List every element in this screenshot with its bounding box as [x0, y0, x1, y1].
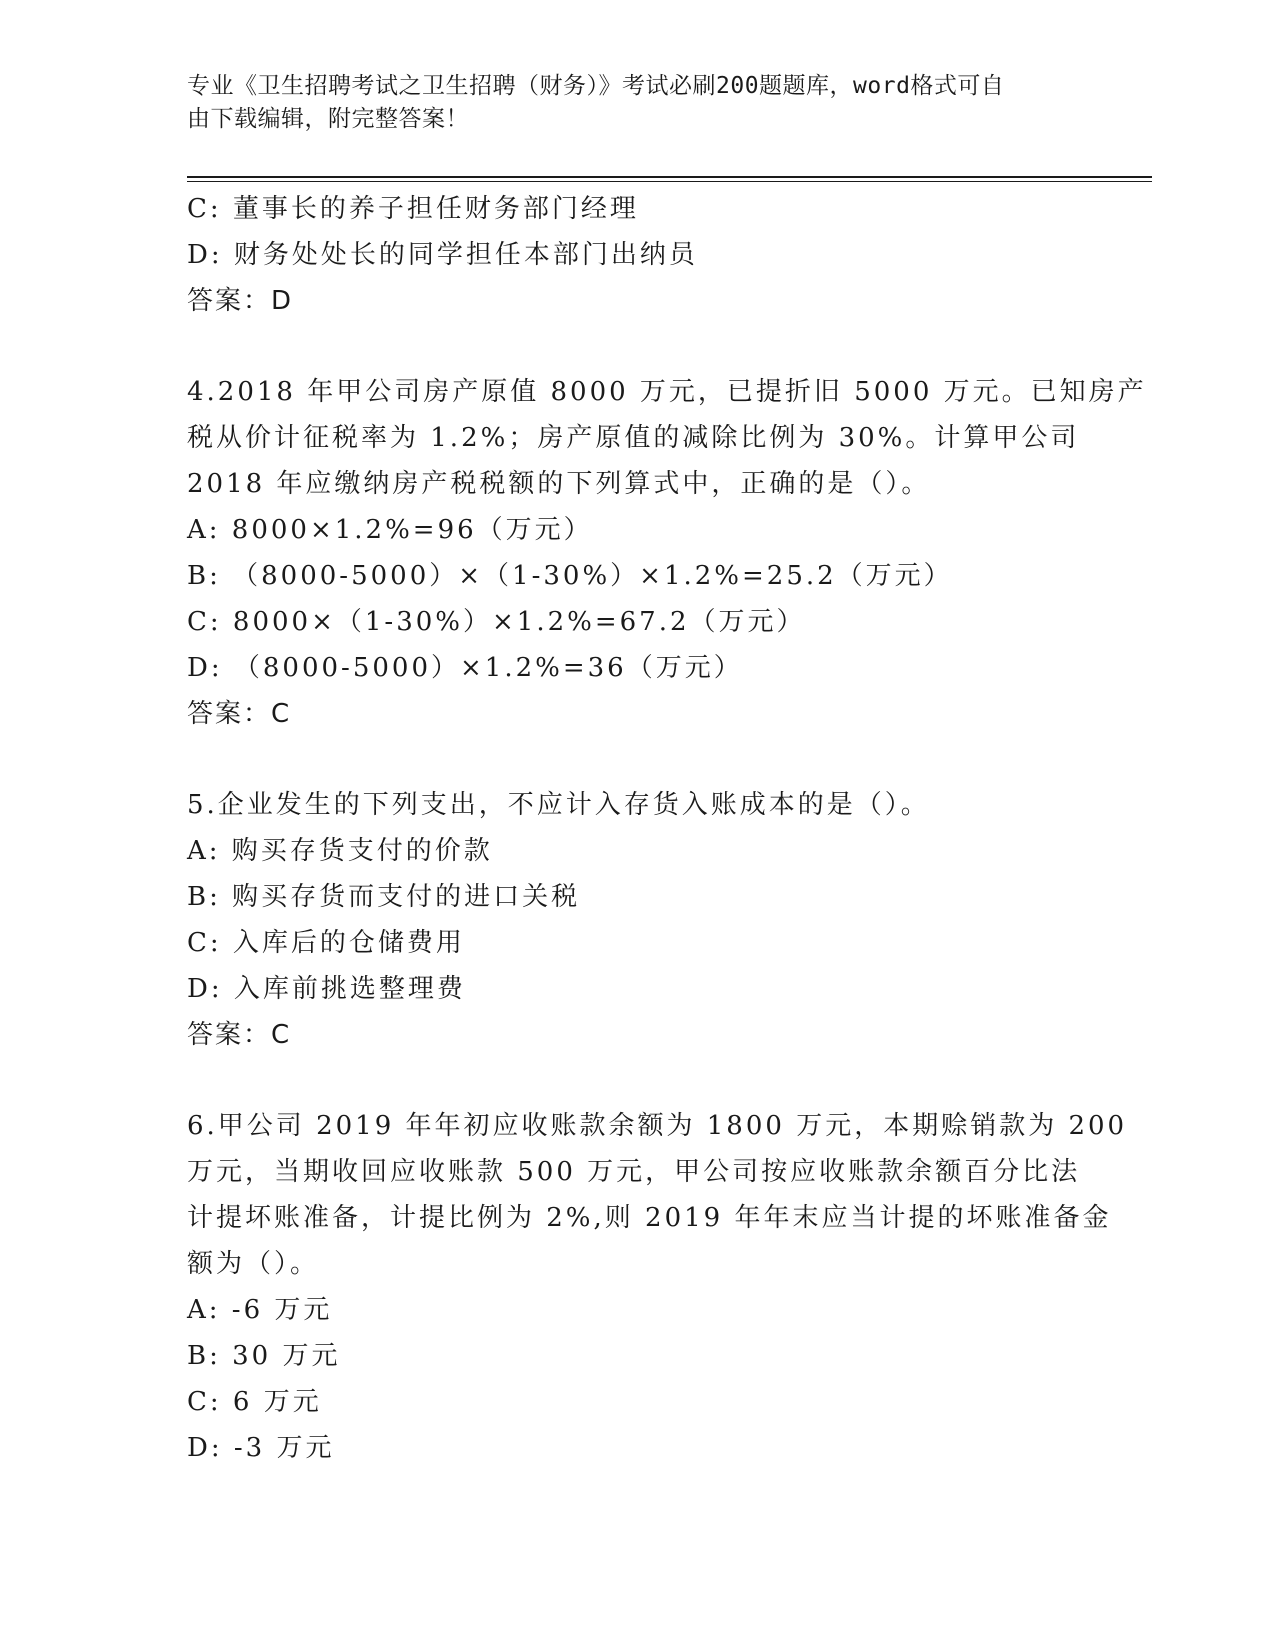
q6-stem-line-1: 6.甲公司 2019 年年初应收账款余额为 1800 万元，本期赊销款为 200: [187, 1111, 1128, 1141]
q6-option-c: C: 6 万元: [187, 1387, 322, 1417]
spacer: [187, 737, 1077, 782]
q3-option-c: C: 董事长的养子担任财务部门经理: [187, 194, 639, 224]
question-4: [187, 369, 1147, 737]
q5-option-a: A: 购买存货支付的价款: [187, 836, 493, 866]
q5-option-b: B: 购买存货而支付的进口关税: [187, 882, 581, 912]
q6-stem-line-3: 计提坏账准备，计提比例为 2%,则 2019 年年末应当计提的坏账准备金: [187, 1203, 1112, 1233]
question-content: [187, 186, 1147, 1471]
q4-option-c: C: 8000×（1-30%）×1.2%=67.2（万元）: [187, 607, 806, 637]
header-line-2: 由下载编辑，附完整答案！: [187, 106, 469, 132]
header-divider-thin: [187, 181, 1152, 182]
q5-stem: 5.企业发生的下列支出，不应计入存货入账成本的是（）。: [187, 790, 930, 820]
q4-stem-line-3: 2018 年应缴纳房产税税额的下列算式中，正确的是（）。: [187, 469, 931, 499]
header-line-1: 专业《卫生招聘考试之卫生招聘（财务）》考试必刷200题题库，word格式可自: [187, 73, 1005, 99]
q5-option-d: D: 入库前挑选整理费: [187, 974, 466, 1004]
q5-option-c: C: 入库后的仓储费用: [187, 928, 465, 958]
spacer: [187, 1058, 1077, 1103]
q5-answer: 答案：C: [187, 1020, 292, 1050]
page-header: [187, 70, 1067, 136]
q6-stem-line-4: 额为（）。: [187, 1249, 320, 1279]
q4-option-d: D: （8000-5000）×1.2%=36（万元）: [187, 653, 743, 683]
q4-stem-line-2: 税从价计征税率为 1.2%；房产原值的减除比例为 30%。计算甲公司: [187, 423, 1080, 453]
q3-option-d: D: 财务处处长的同学担任本部门出纳员: [187, 240, 698, 270]
q6-option-d: D: -3 万元: [187, 1433, 335, 1463]
q4-stem-line-1: 4.2018 年甲公司房产原值 8000 万元，已提折旧 5000 万元。已知房产: [187, 377, 1147, 407]
q4-option-b: B: （8000-5000）×（1-30%）×1.2%=25.2（万元）: [187, 561, 953, 591]
header-divider-thick: [187, 176, 1152, 178]
spacer: [187, 324, 1077, 369]
q4-option-a: A: 8000×1.2%=96（万元）: [187, 515, 593, 545]
q6-option-b: B: 30 万元: [187, 1341, 341, 1371]
q6-stem-line-2: 万元，当期收回应收账款 500 万元，甲公司按应收账款余额百分比法: [187, 1157, 1081, 1187]
question-5: [187, 782, 1077, 1058]
q3-answer: 答案：D: [187, 286, 294, 316]
question-3: [187, 186, 1077, 324]
q6-option-a: A: -6 万元: [187, 1295, 333, 1325]
q4-answer: 答案：C: [187, 699, 292, 729]
question-6: [187, 1103, 1128, 1471]
